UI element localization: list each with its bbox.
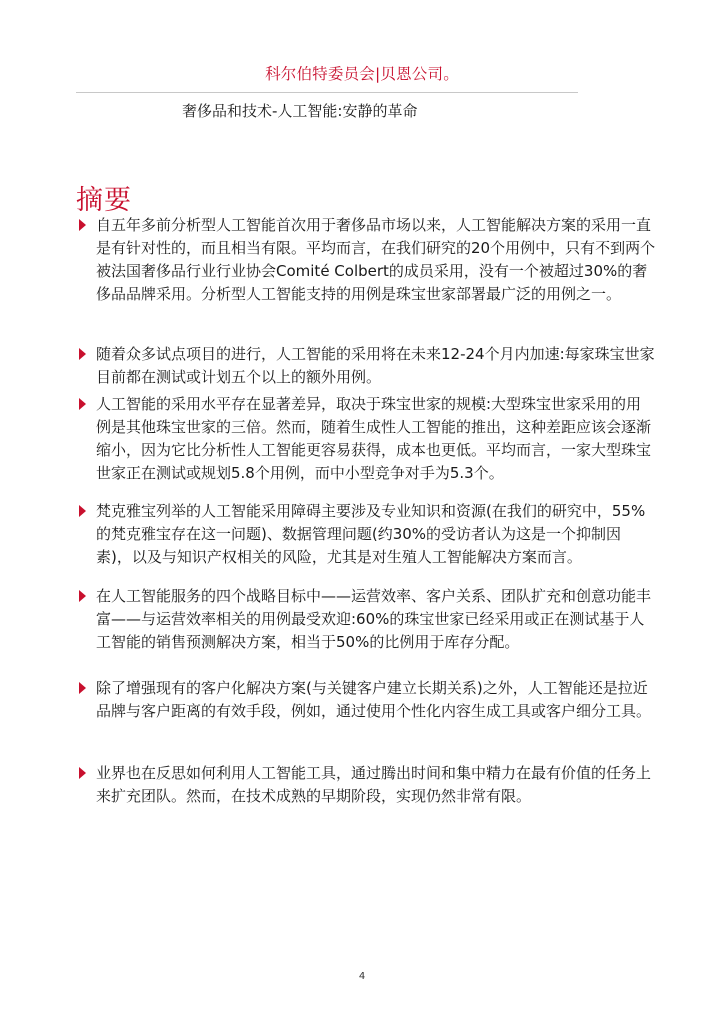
bullet-text: 除了增强现有的客户化解决方案(与关键客户建立长期关系)之外，人工智能还是拉近品牌与客户距离的有效手段，例如，通过使用个性化内容生成工具或客户细分工具。: [96, 679, 652, 720]
page-number: 4: [358, 971, 366, 982]
bullet-item: [76, 393, 656, 485]
bullet-item: [76, 585, 656, 654]
bullet-text: 梵克雅宝列举的人工智能采用障碍主要涉及专业知识和资源(在我们的研究中，55%的梵克雅宝存在这一问题)、数据管理问题(约30%的受访者认为这是一个抑制因素)，以及与知识产权相关的风险，尤其是对生殖人工智能解决方案而言。: [96, 502, 646, 566]
bullet-text: 业界也在反思如何利用人工智能工具，通过腾出时间和集中精力在最有价值的任务上来扩充团队。然而，在技术成熟的早期阶段，实现仍然非常有限。: [96, 764, 652, 805]
bullet-item: [76, 762, 656, 808]
bullet-item: [76, 214, 656, 306]
triangle-right-icon: [79, 590, 86, 602]
bullet-text: 随着众多试点项目的进行，人工智能的采用将在未来12-24个月内加速:每家珠宝世家目前都在测试或计划五个以上的额外用例。: [96, 345, 655, 386]
header-divider: [76, 92, 578, 93]
triangle-right-icon: [79, 767, 86, 779]
bullet-item: [76, 343, 656, 389]
header-title: 科尔伯特委员会|贝恩公司。: [265, 65, 459, 83]
bullet-item: [76, 500, 656, 569]
bullet-text: 自五年多前分析型人工智能首次用于奢侈品市场以来，人工智能解决方案的采用一直是有针对性的，而且相当有限。平均而言，在我们研究的20个用例中，只有不到两个被法国奢侈品行业行业协会Comité Colbert的成员采用，没有一个被超过30%的奢侈品品牌采用。分析型人工智能支持的用例是珠宝世家部署最广泛的用例之一。: [96, 216, 656, 303]
document-subtitle: 奢侈品和技术-人工智能:安静的革命: [182, 102, 418, 120]
bullet-text: 在人工智能服务的四个战略目标中——运营效率、客户关系、团队扩充和创意功能丰富——与运营效率相关的用例最受欢迎:60%的珠宝世家已经采用或正在测试基于人工智能的销售预测解决方案，相当于50%的比例用于库存分配。: [96, 587, 652, 651]
triangle-right-icon: [79, 682, 86, 694]
triangle-right-icon: [79, 219, 86, 231]
triangle-right-icon: [79, 505, 86, 517]
triangle-right-icon: [79, 348, 86, 360]
section-heading: 摘要: [76, 185, 132, 217]
triangle-right-icon: [79, 398, 86, 410]
bullet-item: [76, 677, 656, 723]
bullet-text: 人工智能的采用水平存在显著差异，取决于珠宝世家的规模:大型珠宝世家采用的用例是其他珠宝世家的三倍。然而，随着生成性人工智能的推出，这种差距应该会逐渐缩小，因为它比分析性人工智能更容易获得，成本也更低。平均而言，一家大型珠宝世家正在测试或规划5.8个用例，而中小型竞争对手为5.3个。: [96, 395, 652, 482]
